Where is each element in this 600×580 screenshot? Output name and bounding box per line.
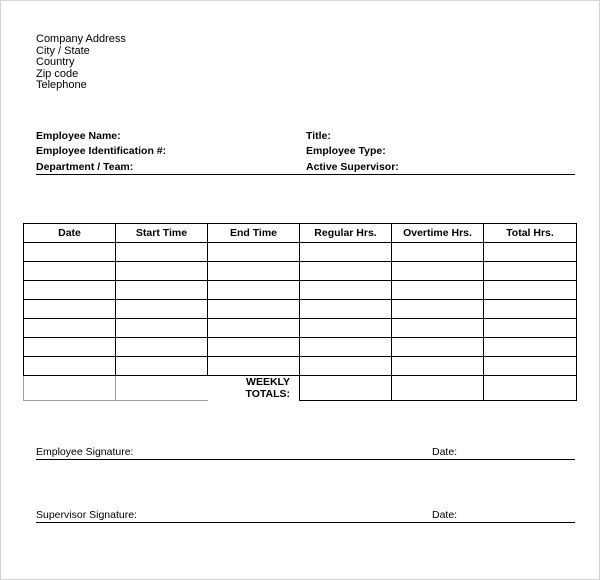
overtime-hrs-cell[interactable] [392,357,484,376]
total-hrs-cell[interactable] [484,262,577,281]
employee-info-rule [36,174,575,175]
total-hrs-cell[interactable] [484,338,577,357]
end-time-cell[interactable] [208,357,300,376]
telephone: Telephone [36,79,87,92]
table-row [24,319,577,338]
end-time-cell[interactable] [208,243,300,262]
regular-hrs-cell[interactable] [300,319,392,338]
date-cell[interactable] [24,262,116,281]
total-hrs-cell[interactable] [484,281,577,300]
city-state: City / State [36,44,90,57]
employee-signature-label: Employee Signature: [36,446,134,458]
table-row [24,262,577,281]
employee-signature-line[interactable] [36,459,575,460]
total-hrs-cell[interactable] [484,300,577,319]
start-time-cell[interactable] [116,281,208,300]
table-row [24,243,577,262]
date-cell[interactable] [24,300,116,319]
header-date: Date [24,224,116,243]
employee-name-label: Employee Name: [36,130,121,142]
header-regular-hrs: Regular Hrs. [300,224,392,243]
weekly-totals-row [24,376,577,401]
weekly-total-hrs-cell[interactable] [484,376,577,401]
start-time-cell[interactable] [116,338,208,357]
zip-code: Zip code [36,67,79,80]
regular-hrs-cell[interactable] [300,357,392,376]
table-row [24,357,577,376]
date-cell[interactable] [24,243,116,262]
supervisor-signature-line[interactable] [36,522,575,523]
overtime-hrs-cell[interactable] [392,243,484,262]
supervisor-signature-label: Supervisor Signature: [36,509,137,521]
employee-id-label: Employee Identification #: [36,145,167,157]
company-address: Company Address [36,33,126,45]
start-time-cell[interactable] [116,243,208,262]
overtime-hrs-cell[interactable] [392,262,484,281]
start-time-cell[interactable] [116,319,208,338]
date-cell[interactable] [24,338,116,357]
regular-hrs-cell[interactable] [300,300,392,319]
totals-blank-cell [24,376,116,401]
employee-date-label: Date: [432,446,458,458]
regular-hrs-cell[interactable] [300,243,392,262]
start-time-cell[interactable] [116,300,208,319]
header-total-hrs: Total Hrs. [484,224,577,243]
end-time-cell[interactable] [208,319,300,338]
supervisor-date-label: Date: [432,509,458,521]
weekly-overtime-hrs-cell[interactable] [392,376,484,401]
header-start-time: Start Time [116,224,208,243]
start-time-cell[interactable] [116,262,208,281]
table-header-row [24,224,577,243]
company-address-block [36,34,126,92]
overtime-hrs-cell[interactable] [392,338,484,357]
table-row [24,338,577,357]
total-hrs-cell[interactable] [484,243,577,262]
employee-type-label: Employee Type: [306,145,386,157]
totals-blank-cell [116,376,208,401]
table-row [24,300,577,319]
table-row [24,281,577,300]
end-time-cell[interactable] [208,281,300,300]
end-time-cell[interactable] [208,300,300,319]
country: Country [36,56,75,69]
weekly-regular-hrs-cell[interactable] [300,376,392,401]
regular-hrs-cell[interactable] [300,338,392,357]
header-end-time: End Time [208,224,300,243]
regular-hrs-cell[interactable] [300,262,392,281]
header-overtime-hrs: Overtime Hrs. [392,224,484,243]
weekly-totals-label: WEEKLY TOTALS: [208,376,300,401]
date-cell[interactable] [24,319,116,338]
start-time-cell[interactable] [116,357,208,376]
total-hrs-cell[interactable] [484,319,577,338]
department-label: Department / Team: [36,161,134,173]
timesheet-table [23,223,577,401]
overtime-hrs-cell[interactable] [392,281,484,300]
end-time-cell[interactable] [208,338,300,357]
regular-hrs-cell[interactable] [300,281,392,300]
date-cell[interactable] [24,357,116,376]
date-cell[interactable] [24,281,116,300]
total-hrs-cell[interactable] [484,357,577,376]
active-supervisor-label: Active Supervisor: [306,161,399,173]
overtime-hrs-cell[interactable] [392,319,484,338]
title-label: Title: [306,130,331,142]
end-time-cell[interactable] [208,262,300,281]
overtime-hrs-cell[interactable] [392,300,484,319]
